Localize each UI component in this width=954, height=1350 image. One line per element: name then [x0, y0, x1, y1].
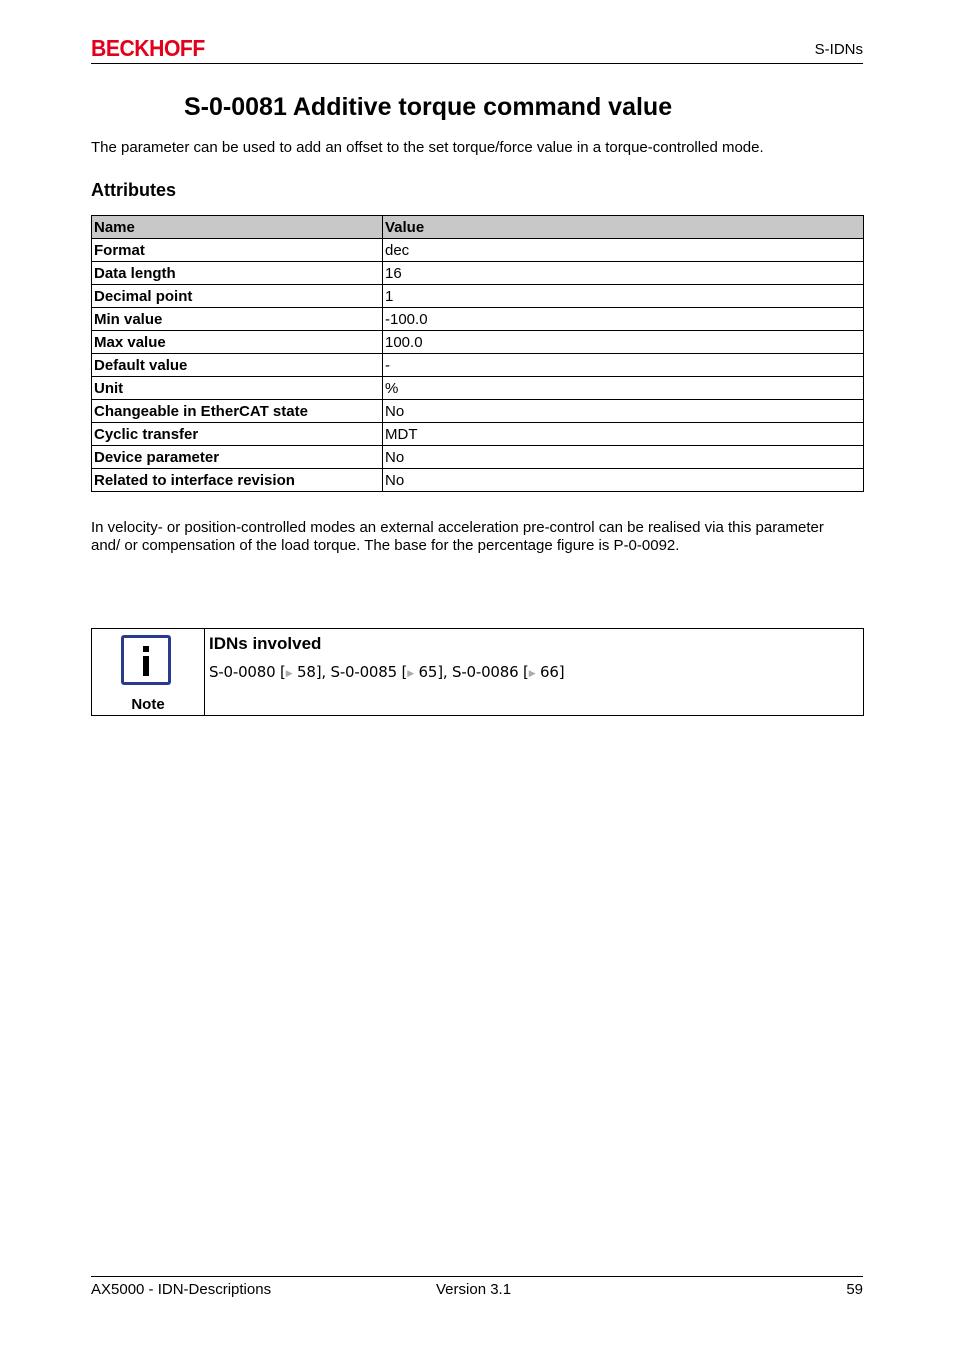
- attributes-table: [91, 215, 864, 492]
- attribute-name: Format: [92, 239, 383, 262]
- attribute-name: Device parameter: [92, 446, 383, 469]
- page-arrow-icon: ▶: [407, 669, 414, 679]
- page-arrow-icon: ▶: [285, 669, 293, 679]
- idn-link[interactable]: S-0-0080 [▶ 58]: [209, 663, 322, 681]
- attribute-value: 100.0: [383, 331, 864, 354]
- intro-paragraph: The parameter can be used to add an offset to the set torque/force value in a torque-controlled mode.: [91, 139, 764, 156]
- table-row: [92, 400, 864, 423]
- attribute-name: Decimal point: [92, 285, 383, 308]
- footer-divider: [91, 1276, 863, 1277]
- attribute-value: -100.0: [383, 308, 864, 331]
- attribute-value: No: [383, 400, 864, 423]
- note-icon-cell: [92, 629, 205, 715]
- attribute-name: Max value: [92, 331, 383, 354]
- table-row: [92, 239, 864, 262]
- attribute-value: No: [383, 446, 864, 469]
- table-row: [92, 285, 864, 308]
- column-header-value: Value: [383, 216, 864, 239]
- table-row: [92, 446, 864, 469]
- attribute-name: Unit: [92, 377, 383, 400]
- page-arrow-icon: ▶: [528, 669, 536, 679]
- section-label: S-IDNs: [814, 41, 863, 58]
- note-references: S-0-0080 [▶ 58], S-0-0085 [▶ 65], S-0-0086 [▶ 66]: [209, 663, 565, 681]
- attribute-name: Related to interface revision: [92, 469, 383, 492]
- table-row: [92, 262, 864, 285]
- attribute-value: dec: [383, 239, 864, 262]
- table-row: [92, 377, 864, 400]
- table-row: [92, 423, 864, 446]
- attribute-value: %: [383, 377, 864, 400]
- idn-link[interactable]: S-0-0085 [▶ 65]: [330, 663, 443, 681]
- info-icon: [121, 635, 171, 685]
- attributes-heading: Attributes: [91, 180, 176, 200]
- column-header-name: Name: [92, 216, 383, 239]
- table-header-row: [92, 216, 864, 239]
- table-row: [92, 469, 864, 492]
- footer-version: Version 3.1: [436, 1281, 512, 1298]
- note-title: IDNs involved: [209, 634, 322, 653]
- attribute-value: 1: [383, 285, 864, 308]
- beckhoff-logo: BECKHOFF: [91, 35, 205, 61]
- attribute-name: Default value: [92, 354, 383, 377]
- header-divider: [91, 63, 863, 64]
- table-row: [92, 308, 864, 331]
- attribute-name: Min value: [92, 308, 383, 331]
- attribute-value: No: [383, 469, 864, 492]
- attribute-value: -: [383, 354, 864, 377]
- attribute-name: Cyclic transfer: [92, 423, 383, 446]
- attribute-value: MDT: [383, 423, 864, 446]
- idn-link[interactable]: S-0-0086 [▶ 66]: [452, 663, 565, 681]
- table-row: [92, 331, 864, 354]
- note-box: [91, 628, 864, 716]
- footer-document-name: AX5000 - IDN-Descriptions: [91, 1281, 272, 1298]
- page-number: 59: [846, 1281, 863, 1298]
- attribute-name: Changeable in EtherCAT state: [92, 400, 383, 423]
- table-row: [92, 354, 864, 377]
- attribute-value: 16: [383, 262, 864, 285]
- description-paragraph: In velocity- or position-controlled modes an external acceleration pre-control can be realised via this parameter and/ or compensation of the load torque. The base for the percentage figure is P-0-0092.: [91, 519, 824, 554]
- attribute-name: Data length: [92, 262, 383, 285]
- note-label: Note: [131, 696, 165, 713]
- page-title: S-0-0081 Additive torque command value: [184, 93, 673, 121]
